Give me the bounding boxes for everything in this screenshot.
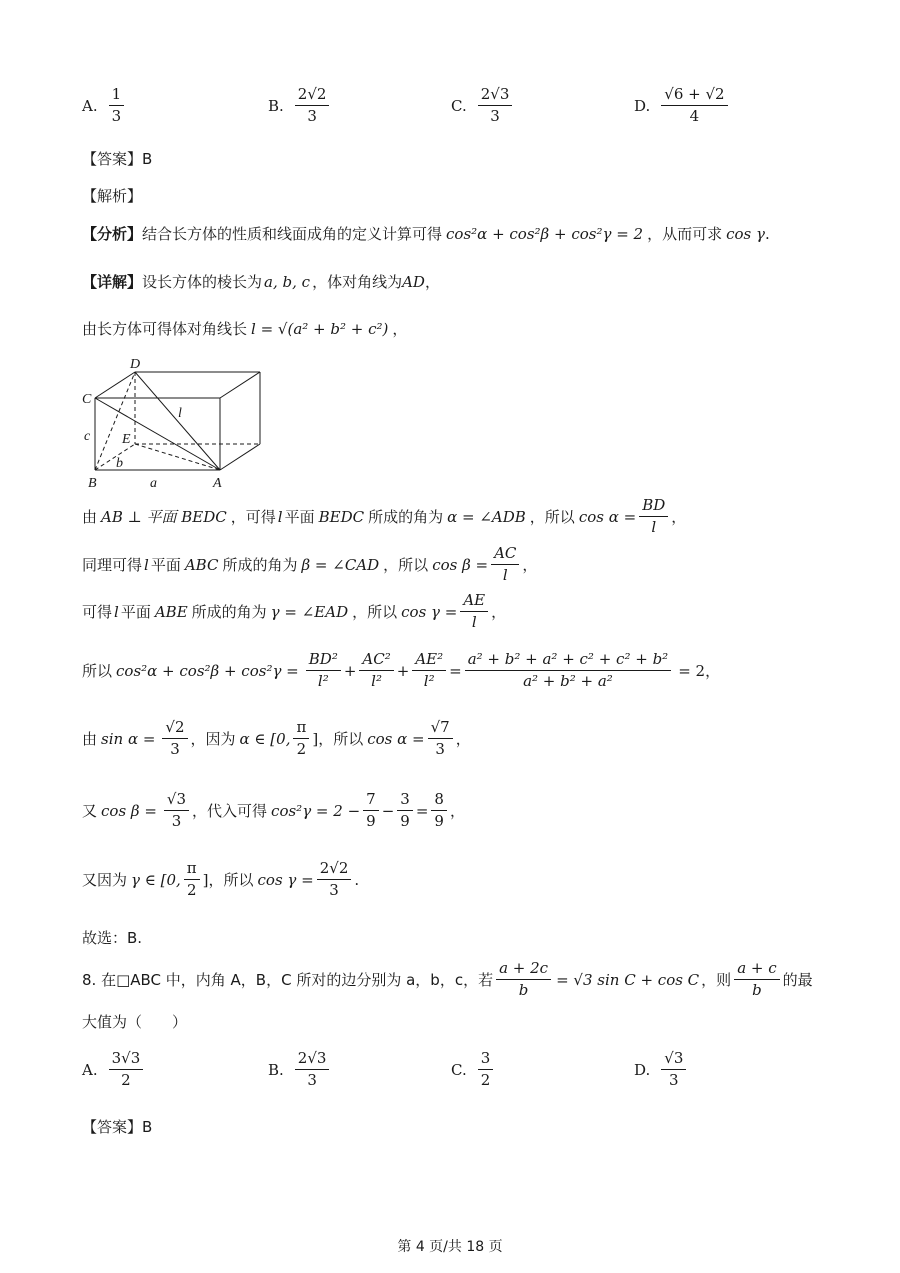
step-6 <box>82 791 465 831</box>
fraction <box>412 651 446 691</box>
text: ，所以 <box>208 871 254 890</box>
frac-den: 3 <box>490 107 500 126</box>
formula: = √3 sin C + cos C <box>556 970 700 989</box>
frac-num: 3 <box>397 791 413 811</box>
q8-answer: 【答案】B <box>82 1118 153 1136</box>
text: ， <box>705 662 721 681</box>
frac-den: 4 <box>689 107 700 126</box>
text: 可得 <box>82 603 113 622</box>
text: 8. 在□ABC 中，内角 A，B，C 所对的边分别为 a，b，c，若 <box>82 971 494 990</box>
frac-den: l <box>651 518 657 537</box>
text: ，可得 <box>230 508 276 527</box>
frac-den: 3 <box>435 740 445 759</box>
option-fraction <box>295 86 330 126</box>
text: ，体对角线为 <box>312 273 403 291</box>
frac-num: 3 <box>478 1050 494 1070</box>
q8-option-b <box>268 1050 332 1090</box>
edge <box>220 444 260 470</box>
frac-den: l² <box>423 672 435 691</box>
q7-option-c <box>451 86 515 126</box>
frac-num: 3√3 <box>109 1050 144 1070</box>
edge <box>95 372 135 398</box>
fraction <box>431 791 447 831</box>
text: 平面 <box>150 556 181 575</box>
option-fraction <box>478 86 513 126</box>
frac-den: 3 <box>111 107 122 126</box>
fraction <box>164 791 189 831</box>
q8-stem-line2: 大值为（ ） <box>82 1013 188 1031</box>
label-b-edge: b <box>116 456 123 471</box>
q7-option-a <box>82 86 127 126</box>
label-b-vertex: B <box>88 476 97 490</box>
formula: cos γ = <box>257 870 314 889</box>
frac-den: l <box>471 613 477 632</box>
q7-detail-line <box>82 271 440 292</box>
frac-num: √2 <box>162 719 187 739</box>
formula: cos²α + cos²β + cos²γ = 2 <box>446 224 644 243</box>
frac-num: √3 <box>164 791 189 811</box>
frac-den: 2 <box>121 1071 131 1090</box>
label-a-edge: a <box>150 476 157 490</box>
formula: sin α = <box>101 729 156 748</box>
formula: cos γ <box>726 224 765 243</box>
formula: l <box>144 555 149 574</box>
equals-sign: = <box>415 801 429 820</box>
formula: a, b, c <box>264 272 311 291</box>
text: 的最 <box>782 971 813 990</box>
page-footer: 第 4 页/共 18 页 <box>397 1239 503 1255</box>
text: ， <box>671 508 687 527</box>
frac-den: 2 <box>186 881 197 900</box>
frac-den: a² + b² + a² <box>523 672 613 691</box>
option-fraction <box>478 1050 494 1090</box>
fraction <box>734 960 779 1000</box>
frac-num: AE <box>460 592 488 612</box>
option-label: D. <box>634 1060 651 1079</box>
text: ， <box>455 730 471 749</box>
frac-den: 3 <box>329 881 339 900</box>
frac-den: 2 <box>296 740 307 759</box>
option-fraction <box>295 1050 330 1090</box>
label-e: E <box>122 432 131 447</box>
fraction <box>359 651 393 691</box>
step-4 <box>82 651 720 691</box>
text: . <box>354 870 360 889</box>
frac-den: b <box>518 981 529 1000</box>
minus-sign: − <box>381 801 395 820</box>
formula: β = ∠CAD <box>301 555 380 574</box>
frac-num: 2√3 <box>295 1050 330 1070</box>
frac-num: 1 <box>109 86 125 106</box>
option-label: C. <box>451 96 467 115</box>
fraction <box>363 791 379 831</box>
formula: cos β = <box>432 555 489 574</box>
fraction <box>496 960 551 1000</box>
label-c-vertex: C <box>82 392 92 407</box>
option-fraction <box>109 1050 144 1090</box>
frac-num: 7 <box>363 791 379 811</box>
frac-den: 3 <box>170 740 180 759</box>
option-label: A. <box>82 96 98 115</box>
formula: l <box>114 602 119 621</box>
frac-num: π <box>184 860 200 880</box>
frac-den: 2 <box>480 1071 491 1090</box>
text: ，所以 <box>383 556 429 575</box>
frac-den: 3 <box>307 1071 317 1090</box>
q8-option-c <box>451 1050 496 1090</box>
frac-num: 2√2 <box>295 86 330 106</box>
frac-num: BD <box>639 497 668 517</box>
text: 所以 <box>82 662 113 681</box>
frac-num: 8 <box>431 791 447 811</box>
hidden-edge <box>95 444 135 470</box>
text: ， <box>449 802 465 821</box>
step-5 <box>82 719 471 759</box>
text: ，代入可得 <box>192 802 268 821</box>
frac-num: BD² <box>306 651 341 671</box>
step-3 <box>82 592 506 632</box>
formula: l <box>277 507 283 526</box>
fraction <box>639 497 668 537</box>
formula: l = √(a² + b² + c²) <box>251 319 389 338</box>
label-d: D <box>130 357 141 372</box>
option-label: D. <box>634 96 651 115</box>
text: 结合长方体的性质和线面成角的定义计算可得 <box>142 225 443 243</box>
q7-analysis-heading: 【解析】 <box>82 187 143 205</box>
fraction <box>465 651 672 691</box>
formula: BEDC <box>318 507 365 526</box>
q7-option-d <box>634 86 731 126</box>
q7-option-b <box>268 86 332 126</box>
frac-den: b <box>752 981 762 1000</box>
diagonal-l <box>135 372 220 470</box>
formula: ABE <box>154 602 188 621</box>
frac-num: a + c <box>734 960 779 980</box>
formula: AD <box>402 272 425 291</box>
formula: AB ⊥ 平面 BEDC <box>101 508 227 527</box>
formula: γ ∈ [0, <box>131 870 181 889</box>
formula: = 2 <box>678 661 706 680</box>
fraction <box>293 719 309 759</box>
text: 所成的角为 <box>191 603 267 622</box>
equals-sign: = <box>449 661 462 680</box>
frac-num: AE² <box>412 651 446 671</box>
frac-den: 9 <box>434 812 444 831</box>
option-label: B. <box>268 1060 284 1079</box>
q7-analysis-line <box>82 223 770 244</box>
hidden-edge <box>135 444 220 470</box>
text: ， <box>491 603 507 622</box>
text: 又因为 <box>82 871 128 890</box>
formula: cos α = <box>367 729 425 748</box>
step-2 <box>82 545 537 585</box>
text: ， <box>392 320 408 338</box>
fraction <box>317 860 352 900</box>
label-c-edge: c <box>84 429 91 444</box>
text: ， <box>424 273 440 291</box>
label-a-vertex: A <box>213 476 222 490</box>
fraction <box>184 860 200 900</box>
frac-num: √6 + √2 <box>661 86 727 106</box>
step-7 <box>82 860 359 900</box>
frac-den: 9 <box>400 812 410 831</box>
frac-den: 3 <box>171 812 182 831</box>
option-label: B. <box>268 96 284 115</box>
frac-den: l² <box>317 672 329 691</box>
q8-option-a <box>82 1050 146 1090</box>
formula: α = ∠ADB <box>447 507 526 526</box>
detail-label: 【详解】 <box>82 273 143 291</box>
text: 设长方体的棱长为 <box>142 273 263 291</box>
formula: ABC <box>184 555 219 574</box>
text: ，所以 <box>318 730 364 749</box>
fraction <box>428 719 453 759</box>
step-1 <box>82 497 686 537</box>
q8-stem <box>82 960 813 1000</box>
text: ，因为 <box>190 730 236 749</box>
frac-num: AC <box>491 545 519 565</box>
fraction <box>306 651 341 691</box>
formula: cos²γ = 2 − <box>271 801 361 820</box>
text: ，从而可求 <box>647 225 723 243</box>
option-fraction <box>109 86 125 126</box>
label-l: l <box>178 406 182 421</box>
formula: α ∈ [0, <box>239 729 291 748</box>
text: 由 <box>82 730 98 749</box>
text: . <box>764 224 770 243</box>
text: 同理可得 <box>82 556 143 575</box>
gu-xuan: 故选：B. <box>82 929 143 947</box>
text: 所成的角为 <box>222 556 298 575</box>
q8-option-d <box>634 1050 689 1090</box>
cuboid-figure <box>80 355 270 490</box>
formula: cos²α + cos²β + cos²γ = <box>116 661 299 680</box>
frac-num: √3 <box>661 1050 686 1070</box>
option-fraction <box>661 86 727 126</box>
frac-den: 9 <box>366 812 376 831</box>
text: 平面 <box>284 508 315 527</box>
frac-num: √7 <box>428 719 453 739</box>
text: ，所以 <box>529 508 575 527</box>
diagonal-line <box>82 318 407 339</box>
frac-num: 2√3 <box>478 86 513 106</box>
text: ， <box>522 556 538 575</box>
option-label: A. <box>82 1060 98 1079</box>
frac-num: a² + b² + a² + c² + c² + b² <box>465 651 672 671</box>
formula: ] <box>312 729 319 748</box>
formula: cos α = <box>578 507 637 526</box>
fraction <box>460 592 488 632</box>
frac-num: a + 2c <box>496 960 551 980</box>
frac-num: π <box>293 719 309 739</box>
edge <box>95 398 220 470</box>
fraction <box>491 545 519 585</box>
fraction <box>397 791 413 831</box>
frac-num: AC² <box>359 651 393 671</box>
text: 由长方体可得体对角线长 <box>82 320 248 338</box>
frac-den: 3 <box>669 1071 679 1090</box>
frac-num: 2√2 <box>317 860 352 880</box>
fraction <box>162 719 187 759</box>
q7-answer: 【答案】B <box>82 150 153 168</box>
option-fraction <box>661 1050 686 1090</box>
text: 又 <box>82 802 98 821</box>
text: 平面 <box>120 603 151 622</box>
formula: cos β = <box>101 801 157 820</box>
fenxi-label: 【分析】 <box>82 225 143 243</box>
text: 由 <box>82 508 98 527</box>
formula: cos γ = <box>401 602 458 621</box>
text: ，所以 <box>352 603 398 622</box>
text: 所成的角为 <box>368 508 444 527</box>
plus-sign: + <box>396 661 410 680</box>
option-label: C. <box>451 1060 467 1079</box>
formula: ] <box>202 870 209 889</box>
frac-den: l² <box>371 672 382 691</box>
text: ，则 <box>701 971 732 990</box>
hidden-edge <box>95 372 135 470</box>
plus-sign: + <box>343 661 357 680</box>
frac-den: 3 <box>307 107 317 126</box>
edge <box>220 372 260 398</box>
formula: γ = ∠EAD <box>270 602 349 621</box>
frac-den: l <box>502 566 508 585</box>
